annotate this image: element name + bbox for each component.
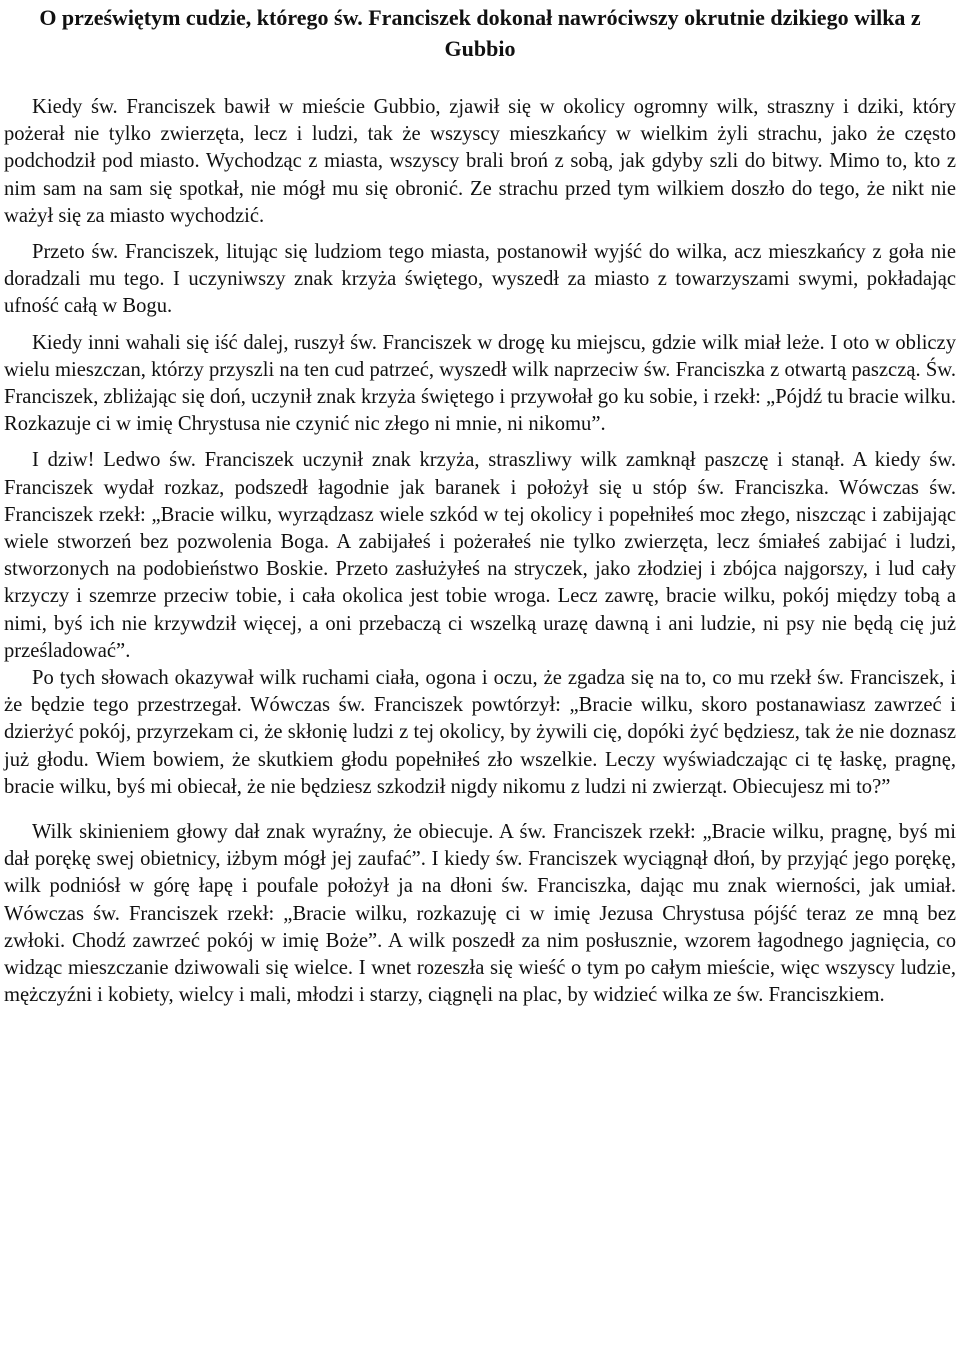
paragraph-2: Przeto św. Franciszek, litując się ludziom tego miasta, postanowił wyjść do wilka, acz mieszkańcy z goła nie doradzali mu tego. I uczyniwszy znak krzyża świętego, wyszedł za miasto z towarzyszami swymi, pokładając ufność całą w Bogu. [4, 241, 956, 318]
document-title: O przeświętym cudzie, którego św. Franciszek dokonał nawróciwszy okrutnie dzikiego wilka z Gubbio [39, 5, 921, 61]
paragraph-1: Kiedy św. Franciszek bawił w mieście Gubbio, zjawił się w okolicy ogromny wilk, straszny i dziki, który pożerał nie tylko zwierzęta, lecz i ludzi, tak że wszyscy mieszkańcy w wielkim żyli strachu, jako że często podchodził pod miasto. Wychodząc z miasta, wszyscy brali broń z sobą, jak gdyby szli do bitwy. Mimo to, kto z nim sam na sam się spotkał, nie mógł mu się obronić. Ze strachu przed tym wilkiem doszło do tego, że nikt nie ważył się za miasto wychodzić. [4, 96, 956, 227]
paragraph-4: I dziw! Ledwo św. Franciszek uczynił znak krzyża, straszliwy wilk zamknął paszczę i stanął. A kiedy św. Franciszek wydał rozkaz, podszedł łagodnie jak baranek i położył się u stóp św. Franciszka. Wówczas św. Franciszek rzekł: „Bracie wilku, wyrządzasz wiele szkód w tej okolicy i popełniłeś moc złego, niszcząc i zabijając wiele stworzeń bez pozwolenia Boga. A zabijałeś i pożerałeś nie tylko zwierzęta, lecz śmiałeś zabijać i ludzi, stworzonych na podobieństwo Boskie. Przeto zasłużyłeś na stryczek, jako złodziej i zbójca najgorszy, i lud cały krzyczy i szemrze przeciw tobie, i cała okolica jest tobie wroga. Lecz zawrę, bracie wilku, pokój między tobą a nimi, byś ich nie krzywdził więcej, a oni przebaczą ci wszelką urazę dawną i ani ludzie, ni psy nie będą cię już prześladować”. [4, 449, 956, 662]
document-page [4, 0, 956, 1010]
paragraph-5: Po tych słowach okazywał wilk ruchami ciała, ogona i oczu, że zgadza się na to, co mu rzekł św. Franciszek, i że będzie tego przestrzegał. Wówczas św. Franciszek powtórzył: „Bracie wilku, skoro postanawiasz zawrzeć i dzierżyć pokój, przyrzekam ci, że skłonię ludzi z tej okolicy, by żywili cię, dopóki żyć będziesz, tak że nie doznasz już głodu. Wiem bowiem, że skutkiem głodu popełniłeś zło wszelkie. Leczy wyświadczając ci tę łaskę, pragnę, bracie wilku, byś mi obiecał, że nie będziesz szkodził nigdy nikomu z ludzi ni zwierząt. Obiecujesz mi to?” [4, 667, 956, 798]
paragraph-3: Kiedy inni wahali się iść dalej, ruszył św. Franciszek w drogę ku miejscu, gdzie wilk miał leże. I oto w obliczy wielu mieszczan, którzy przyszli na ten cud patrzeć, wyszedł wilk naprzeciw św. Franciszka z otwartą paszczą. Św. Franciszek, zbliżając się doń, uczynił znak krzyża świętego i przywołał go ku sobie, i rzekł: „Pójdź tu bracie wilku. Rozkazuje ci w imię Chrystusa nie czynić nic złego ni mnie, ni nikomu”. [4, 331, 956, 436]
paragraph-6: Wilk skinieniem głowy dał znak wyraźny, że obiecuje. A św. Franciszek rzekł: „Bracie wilku, pragnę, byś mi dał porękę swej obietnicy, iżbym mógł jej zaufać”. I kiedy św. Franciszek wyciągnął dłoń, by przyjąć jego porękę, wilk podniósł w górę łapę i poufale położył ja na dłoni św. Franciszka, dając mu znak wierności, jak umiał. Wówczas św. Franciszek rzekł: „Bracie wilku, rozkazuję ci w imię Jezusa Chrystusa pójść teraz ze mną bez zwłoki. Chodź zawrzeć pokój w imię Boże”. A wilk poszedł za nim posłusznie, wzorem łagodnego jagnięcia, co widząc mieszczanie dziwowali się wielce. I wnet rozeszła się wieść o tym po całym mieście, więc wszyscy ludzie, mężczyźni i kobiety, wielcy i mali, młodzi i starzy, ciągnęli na plac, by widzieć wilka ze św. Franciszkiem. [4, 821, 956, 1007]
